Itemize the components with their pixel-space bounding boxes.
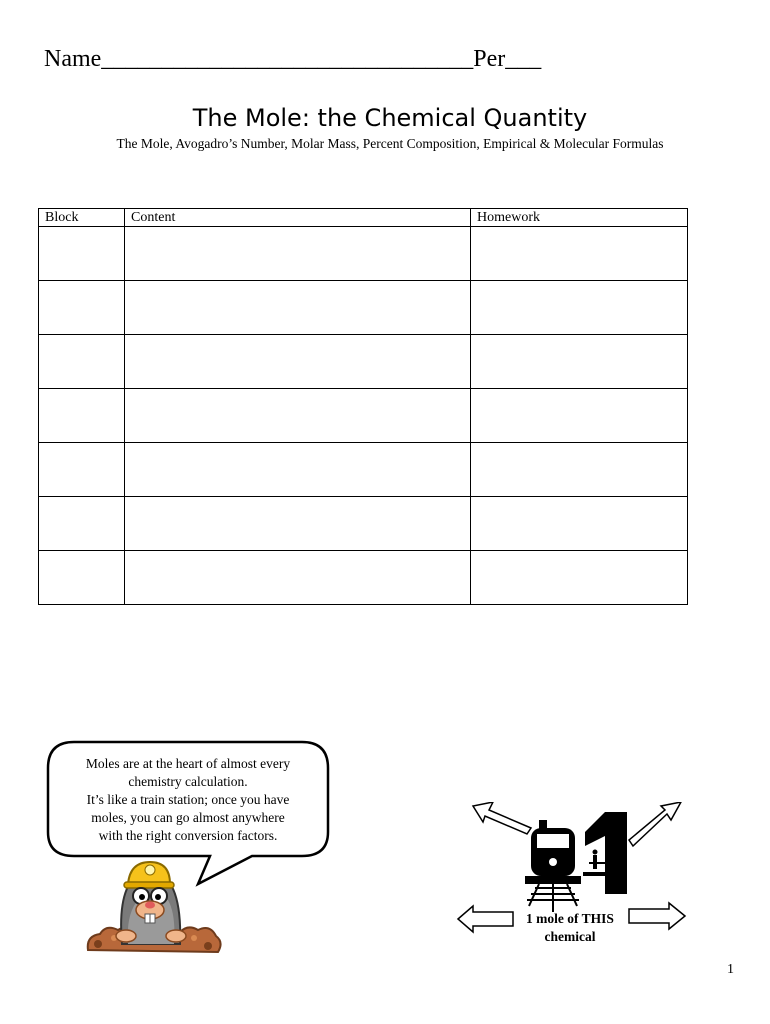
platform-icon — [583, 812, 627, 894]
arrow-icon — [458, 906, 513, 932]
table-row — [39, 335, 688, 389]
homework-cell — [471, 497, 688, 551]
table-row — [39, 389, 688, 443]
homework-cell — [471, 335, 688, 389]
callout-line: chemistry calculation. — [128, 774, 248, 789]
column-header-homework: Homework — [471, 209, 688, 227]
callout-line: Moles are at the heart of almost every — [85, 756, 291, 771]
station-label — [512, 910, 628, 946]
mole-mascot-icon — [84, 858, 224, 963]
page-number: 1 — [727, 962, 734, 977]
callout-line: with the right conversion factors. — [98, 828, 278, 843]
table-row — [39, 281, 688, 335]
station-label-line: 1 mole of THIS — [526, 911, 614, 926]
column-header-content: Content — [125, 209, 471, 227]
arrow-icon — [473, 802, 531, 834]
table-row — [39, 497, 688, 551]
table-row — [39, 227, 688, 281]
table-row — [39, 551, 688, 605]
homework-cell — [471, 551, 688, 605]
content-cell — [125, 227, 471, 281]
content-cell — [125, 551, 471, 605]
name-period-line: Name_______________________________Per___ — [44, 46, 542, 72]
block-cell — [39, 335, 125, 389]
callout-text — [60, 755, 316, 845]
content-cell — [125, 281, 471, 335]
column-header-block: Block — [39, 209, 125, 227]
callout-line: It’s like a train station; once you have — [86, 792, 290, 807]
page-subtitle: The Mole, Avogadro’s Number, Molar Mass, Percent Composition, Empirical & Molecular Formulas — [116, 136, 664, 151]
homework-cell — [471, 227, 688, 281]
block-cell — [39, 443, 125, 497]
schedule-table — [38, 208, 688, 605]
content-cell — [125, 443, 471, 497]
homework-cell — [471, 389, 688, 443]
train-icon — [525, 820, 581, 912]
block-cell — [39, 497, 125, 551]
content-cell — [125, 335, 471, 389]
station-label-line: chemical — [544, 929, 596, 944]
page-title: The Mole: the Chemical Quantity — [192, 104, 588, 132]
homework-cell — [471, 443, 688, 497]
arrow-icon — [629, 903, 685, 929]
content-cell — [125, 389, 471, 443]
block-cell — [39, 227, 125, 281]
arrow-icon — [629, 802, 681, 846]
block-cell — [39, 281, 125, 335]
speech-bubble — [46, 740, 330, 858]
callout-line: moles, you can go almost anywhere — [91, 810, 285, 825]
block-cell — [39, 551, 125, 605]
content-cell — [125, 497, 471, 551]
block-cell — [39, 389, 125, 443]
table-row — [39, 443, 688, 497]
table-header-row — [39, 209, 688, 227]
homework-cell — [471, 281, 688, 335]
